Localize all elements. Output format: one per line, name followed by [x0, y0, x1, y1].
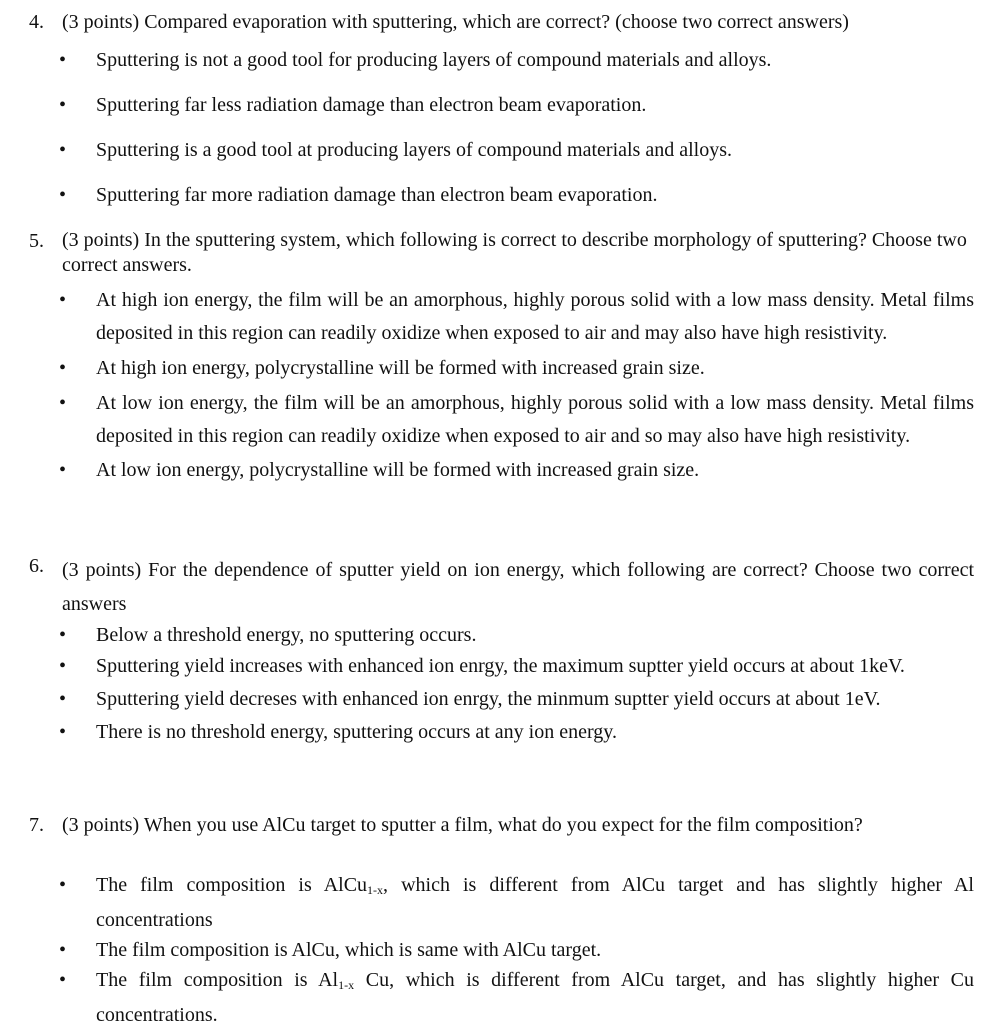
question-7 — [29, 812, 974, 1030]
answer-option: • Sputtering far less radiation damage than electron beam evaporation. — [29, 89, 974, 122]
answer-option: • Sputtering yield decreses with enhanced ion enrgy, the minmum suptter yield occurs at about 1eV. — [29, 684, 974, 715]
question-number: 5. — [29, 230, 44, 252]
answer-option: • At low ion energy, the film will be an amorphous, highly porous solid with a low mass density. Metal films deposited in this region can readily oxidize when exposed to air and so may also have high resistivity. — [29, 387, 974, 453]
question-prompt: (3 points) When you use AlCu target to sputter a film, what do you expect for the film composition? — [62, 814, 863, 836]
question-number: 7. — [29, 814, 44, 836]
answer-option: • Sputtering yield increases with enhanced ion enrgy, the maximum suptter yield occurs at about 1keV. — [29, 651, 974, 682]
answer-option: • At high ion energy, the film will be an amorphous, highly porous solid with a low mass density. Metal films deposited in this region can readily oxidize when exposed to air and may also have high resistivity. — [29, 284, 974, 350]
question-prompt: (3 points) Compared evaporation with sputtering, which are correct? (choose two correct answers) — [62, 11, 849, 33]
answer-option: • The film composition is AlCu, which is same with AlCu target. — [29, 935, 974, 965]
answer-option: • At low ion energy, polycrystalline will be formed with increased grain size. — [29, 454, 974, 487]
question-prompt: (3 points) For the dependence of sputter yield on ion energy, which following are correct? Choose two correct answers — [62, 559, 974, 615]
question-prompt: (3 points) In the sputtering system, which following is correct to describe morphology of sputtering? Choose two correct answers. — [62, 229, 967, 276]
question-number: 4. — [29, 11, 44, 33]
answer-option: • Sputtering far more radiation damage than electron beam evaporation. — [29, 179, 974, 212]
question-6 — [29, 553, 974, 748]
answer-option: • Below a threshold energy, no sputtering occurs. — [29, 619, 974, 651]
answer-option: • At high ion energy, polycrystalline will be formed with increased grain size. — [29, 352, 974, 385]
answer-option: • There is no threshold energy, sputtering occurs at any ion energy. — [29, 717, 974, 748]
question-5 — [29, 228, 974, 487]
question-4 — [29, 9, 974, 212]
answer-option: • The film composition is AlCu$_{1-x}$, which is different from AlCu target and has slightly higher Al concentrations — [29, 870, 974, 935]
question-number: 6. — [29, 555, 44, 577]
answer-option: • The film composition is $Al_{1-x}$ Cu, which is different from AlCu target, and has slightly higher Cu concentrations. — [29, 965, 974, 1030]
answer-option: • Sputtering is a good tool at producing layers of compound materials and alloys. — [29, 134, 974, 167]
answer-option: • Sputtering is not a good tool for producing layers of compound materials and alloys. — [29, 44, 974, 77]
